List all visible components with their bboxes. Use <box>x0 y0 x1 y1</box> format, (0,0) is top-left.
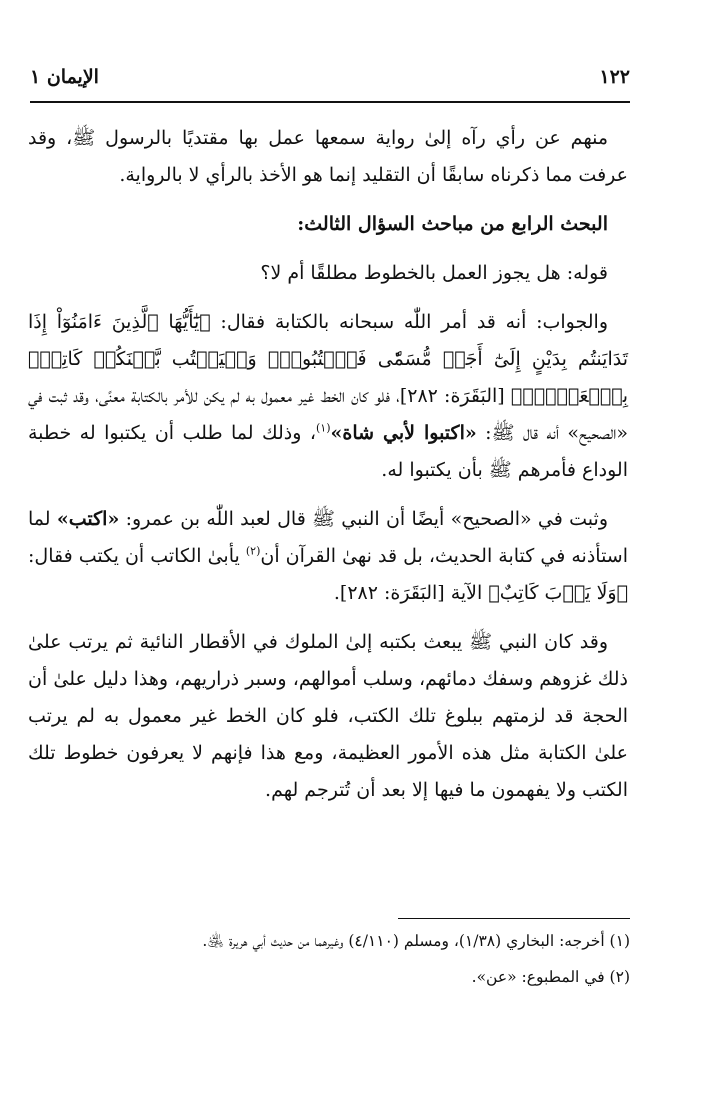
footnote-1: (١) أخرجه: البخاري (١/٣٨)، ومسلم (٤/١١٠) وغيرهما من حديث أبي هريرة ﵁. <box>202 932 630 950</box>
hadith-quote: «اكتبوا لأبي شاة» <box>330 422 477 444</box>
paragraph-4 <box>28 501 628 612</box>
answer-rest: ، وذلك لما طلب أن يكتبوا له خطبة الوداع فأمرهم ﷺ بأن يكتبوا له. <box>28 422 628 481</box>
page-header <box>30 60 630 94</box>
footnote-divider <box>398 918 630 919</box>
paragraph-5: وقد كان النبي ﷺ يبعث بكتبه إلىٰ الملوك في الأقطار النائية ثم يرتب علىٰ ذلك غزوهم وسفك دمائهم، وسلب أموالهم، وسبر ذراريهم، وهذا دليل علىٰ أن الحجة قد لزمتهم ببلوغ تلك الكتب، فلو كان الخط غير معمول به لم يرتب علىٰ الكتابة مثل هذه الأمور العظيمة، ومع هذا فإنهم لا يعرفون خطوط تلك الكتب ولا يفهمون ما فيها إلا بعد أن تُترجم لهم. <box>28 631 628 801</box>
paragraph-1: منهم عن رأي رآه إلىٰ رواية سمعها عمل بها مقتديًا بالرسول ﷺ، وقد عرفت مما ذكرناه سابقًا أن التقليد إنما هو الأخذ بالرأي لا بالرواية. <box>28 127 628 186</box>
footnote-marker-1: (١) <box>315 421 331 435</box>
main-text <box>28 120 628 821</box>
p4-start: وثبت في «الصحيح» أيضًا أن النبي ﷺ قال لعبد اللّٰه بن عمرو: <box>119 508 608 530</box>
p4-mid: لما استأذنه في كتابة الحديث، بل قد نهىٰ القرآن أن <box>28 508 628 567</box>
p4-bold-quote: «اكتب» <box>56 508 120 530</box>
book-title: الإيمان ١ <box>30 66 99 88</box>
footnote-2: (٢) في المطبوع: «عن». <box>471 968 630 986</box>
page-number: ١٢٢ <box>599 66 630 88</box>
p4-end: يأبىٰ الكاتب أن يكتب فقال: ﴿وَلَا يَأۡبَ كَاتِبٌ﴾ الآية [البَقَرَة: ٢٨٢]. <box>28 545 628 604</box>
question-paragraph: قوله: هل يجوز العمل بالخطوط مطلقًا أم لا؟ <box>260 262 608 284</box>
answer-reference: [البَقَرَة: ٢٨٢]، فلو كان الخط غير معمول به لم يكن للأمر بالكتابة معنًى، وقد ثبت في «الصحيح» أنه قال ﷺ: <box>28 385 628 444</box>
section-heading: البحث الرابع من مباحث السؤال الثالث: <box>297 213 608 235</box>
footnote-marker-2: (٢) <box>245 544 261 558</box>
footnotes <box>28 926 630 998</box>
header-divider <box>30 101 630 103</box>
answer-paragraph <box>28 304 628 489</box>
answer-intro: والجواب: أنه قد أمر اللّٰه سبحانه بالكتابة فقال: ﴿يَٰٓأَيُّهَا ٱلَّذِينَ ءَامَنُوٓاْ إِذَا تَدَايَنتُم بِدَيْنٍ إِلَىٰٓ أَجَلٖ مُّسَمّٗى فَٱكۡتُبُوهُۚ وَلۡيَكۡتُب بَّيۡنَكُمۡ كَاتِبُۢ بِٱلۡعَدۡلِۚ﴾ <box>28 311 628 407</box>
